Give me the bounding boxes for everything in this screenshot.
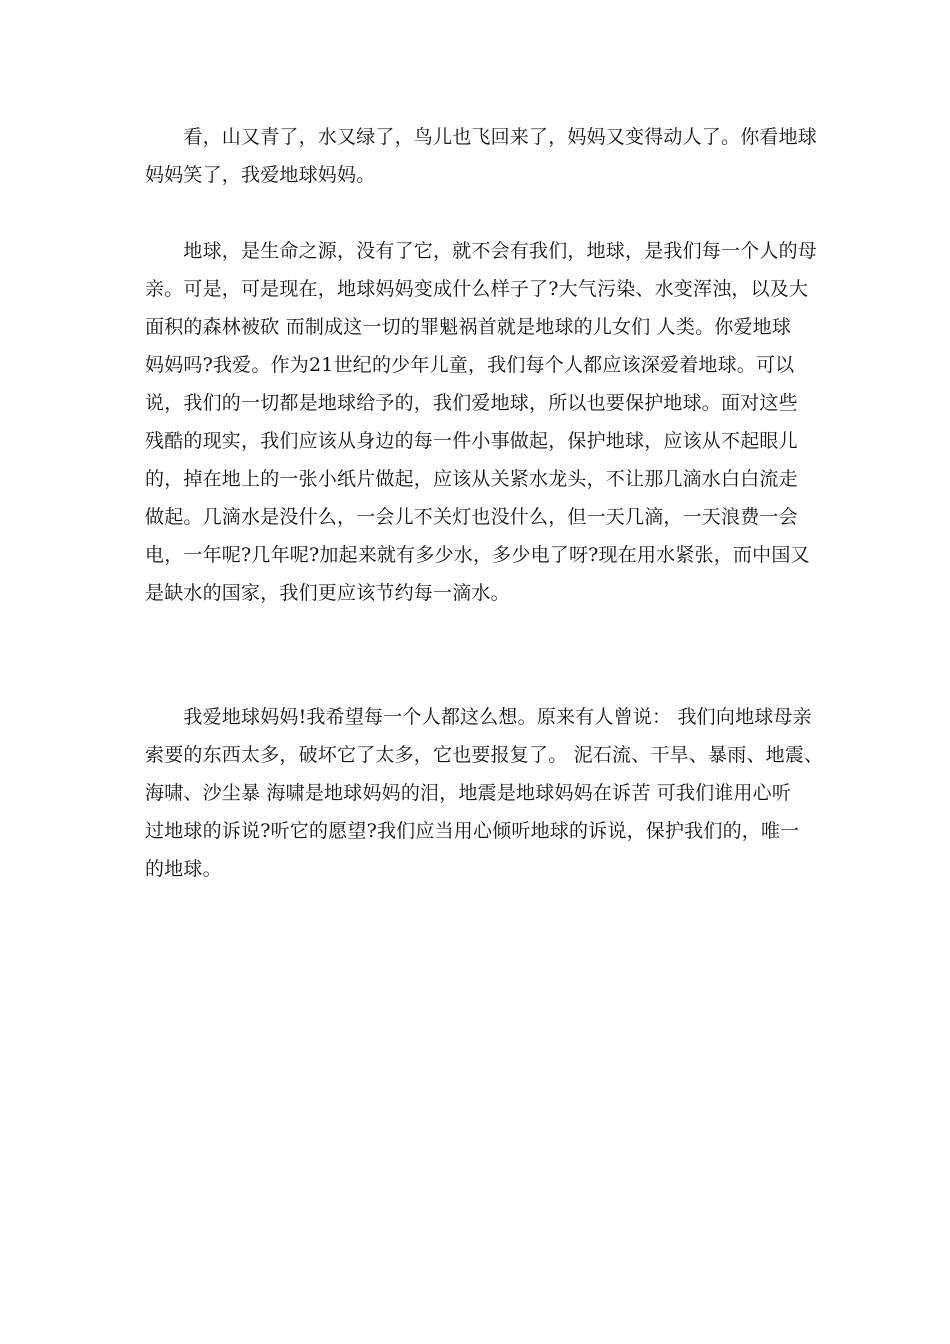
paragraph-line: 说，我们的一切都是地球给予的，我们爱地球，所以也要保护地球。面对这些 [145, 392, 798, 414]
paragraph-line: 的，掉在地上的一张小纸片做起，应该从关紧水龙头，不让那几滴水白白流走 [145, 468, 798, 490]
paragraph-line: 残酷的现实，我们应该从身边的每一件小事做起，保护地球，应该从不起眼儿 [145, 430, 798, 452]
paragraph-line: 亲。可是，可是现在，地球妈妈变成什么样子了?大气污染、水变浑浊，以及大 [145, 278, 809, 300]
paragraph-2 [145, 232, 835, 612]
paragraph-line: 的地球。 [145, 858, 222, 880]
paragraph-line: 电，一年呢?几年呢?加起来就有多少水，多少电了呀?现在用水紧张，而中国又 [145, 544, 810, 566]
paragraph-line: 妈妈吗?我爱。作为21世纪的少年儿童，我们每个人都应该深爱着地球。可以 [145, 354, 795, 376]
paragraph-line: 妈妈笑了，我爱地球妈妈。 [145, 164, 376, 186]
paragraph-line: 我爱地球妈妈!我希望每一个人都这么想。原来有人曾说： 我们向地球母亲 [145, 706, 812, 728]
paragraph-line: 过地球的诉说?听它的愿望?我们应当用心倾听地球的诉说，保护我们的，唯一 [145, 820, 800, 842]
paragraph-line: 是缺水的国家，我们更应该节约每一滴水。 [145, 582, 510, 604]
paragraph-line: 看，山又青了，水又绿了，鸟儿也飞回来了，妈妈又变得动人了。你看地球 [145, 126, 818, 148]
paragraph-line: 地球，是生命之源，没有了它，就不会有我们，地球，是我们每一个人的母 [145, 240, 818, 262]
paragraph-line: 面积的森林被砍 而制成这一切的罪魁祸首就是地球的儿女们 人类。你爱地球 [145, 316, 792, 338]
paragraph-line: 海啸、沙尘暴 海啸是地球妈妈的泪，地震是地球妈妈在诉苦 可我们谁用心听 [145, 782, 792, 804]
paragraph-3 [145, 698, 835, 888]
paragraph-1 [145, 118, 835, 194]
paragraph-line: 做起。几滴水是没什么，一会儿不关灯也没什么，但一天几滴，一天浪费一会 [145, 506, 798, 528]
paragraph-line: 索要的东西太多，破坏它了太多，它也要报复了。 泥石流、干旱、暴雨、地震、 [145, 744, 824, 766]
